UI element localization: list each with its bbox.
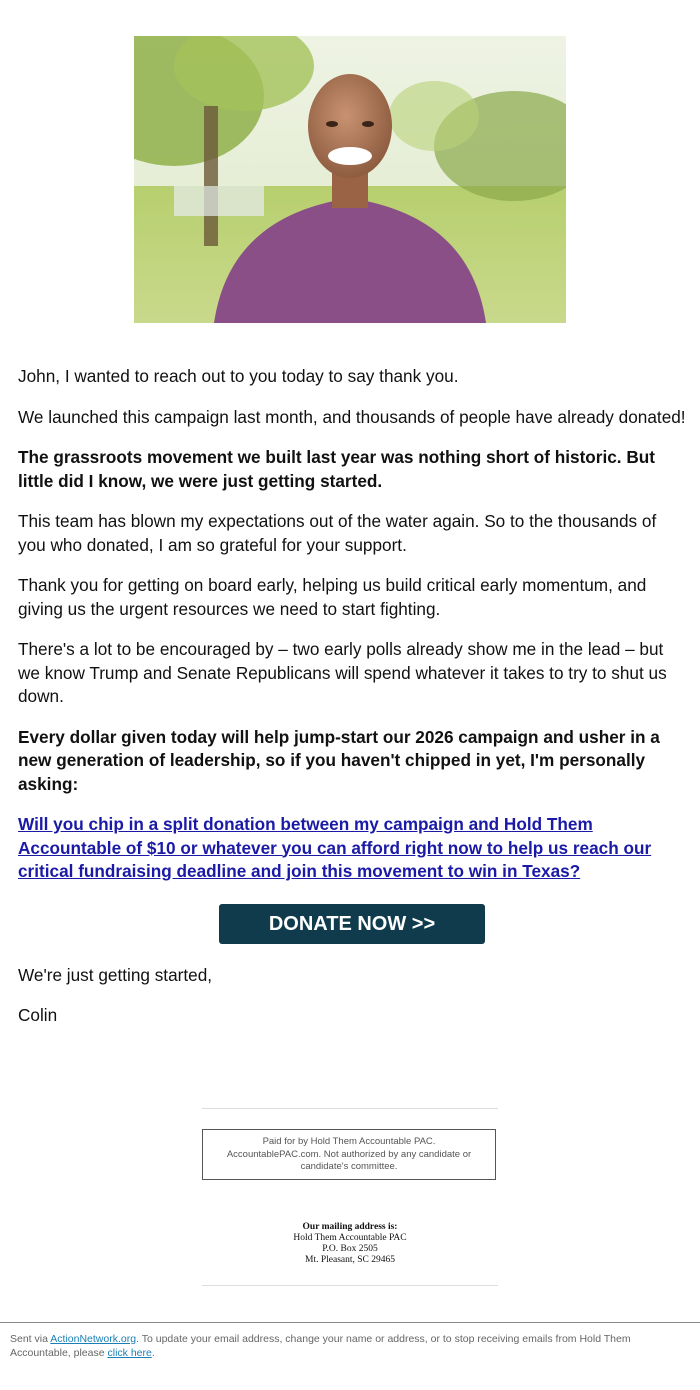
- donate-button-wrap: [18, 904, 686, 944]
- footer-sent-via: Sent via: [10, 1333, 51, 1345]
- greeting: John, I wanted to reach out to you today to say thank you.: [18, 366, 459, 386]
- donation-ask-link[interactable]: Will you chip in a split donation between my campaign and Hold Them Accountable of $10 or whatever you can afford right now to help us reach our critical fundraising deadline and join this movement to win in Texas?: [18, 814, 652, 881]
- divider-bottom: [202, 1285, 498, 1286]
- footer-end: .: [151, 1347, 155, 1359]
- footer-middle-text: . To update your email address, change your name or address, or to stop receiving emails from Hold Them Accountable, please: [10, 1333, 631, 1359]
- disclaimer-text: Paid for by Hold Them Accountable PAC. AccountablePAC.com. Not authorized by any candidate or candidate's committee.: [226, 1136, 472, 1172]
- hero-photo-illustration: [134, 36, 566, 323]
- paragraph-thank-you: Thank you for getting on board early, helping us build critical early momentum, and giving us the urgent resources we need to start fighting.: [18, 575, 647, 619]
- paragraph-expectations: This team has blown my expectations out of the water again. So to the thousands of you who donated, I am so grateful for your support.: [18, 511, 657, 555]
- footer-rule: [0, 1322, 700, 1323]
- mailing-po-box: P.O. Box 2505: [322, 1244, 378, 1254]
- paragraph-grassroots: The grassroots movement we built last year was nothing short of historic. But little did I know, we were just getting started.: [18, 447, 655, 491]
- click-here-link[interactable]: click here: [107, 1347, 152, 1359]
- action-network-link[interactable]: ActionNetwork.org: [50, 1333, 137, 1345]
- mailing-heading: Our mailing address is:: [302, 1222, 398, 1232]
- signature: Colin: [18, 1005, 58, 1025]
- donate-now-button[interactable]: DONATE NOW >>: [219, 904, 485, 944]
- hero-photo: [134, 36, 566, 323]
- mailing-name: Hold Them Accountable PAC: [293, 1233, 407, 1243]
- divider-top: [202, 1108, 498, 1109]
- paragraph-polls: There's a lot to be encouraged by – two early polls already show me in the lead – but we know Trump and Senate Republicans will spend whatever it takes to try to shut us down.: [18, 639, 667, 706]
- paid-for-disclaimer: [202, 1129, 496, 1180]
- closing-line: We're just getting started,: [18, 964, 213, 985]
- paragraph-every-dollar: Every dollar given today will help jump-start our 2026 campaign and usher in a new generation of leadership, so if you haven't chipped in yet, I'm personally asking:: [18, 726, 660, 794]
- paragraph-launch: We launched this campaign last month, and thousands of people have already donated!: [18, 406, 686, 427]
- mailing-address: [202, 1222, 498, 1266]
- email-body: [18, 365, 686, 1045]
- mailing-city: Mt. Pleasant, SC 29465: [305, 1255, 395, 1265]
- footer: [10, 1332, 680, 1360]
